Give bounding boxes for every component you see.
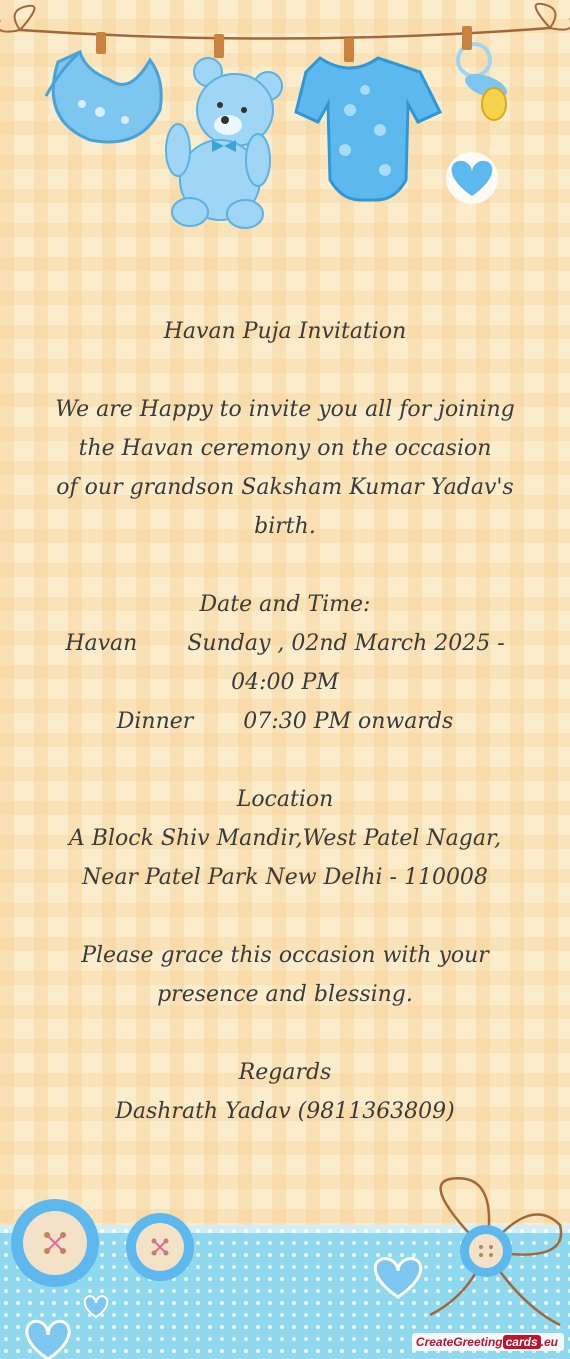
invitation-title: Havan Puja Invitation bbox=[163, 319, 407, 344]
havan-row bbox=[20, 624, 550, 663]
clothesline-illustration bbox=[0, 0, 570, 250]
watermark-suffix: .eu bbox=[540, 1335, 558, 1349]
intro-line-1: We are Happy to invite you all for joining bbox=[55, 397, 515, 422]
watermark-logo bbox=[412, 1333, 564, 1351]
closing-line-2: presence and blessing. bbox=[157, 982, 413, 1007]
closing-line-1: Please grace this occasion with your bbox=[81, 943, 489, 968]
pacifier-icon bbox=[458, 44, 510, 120]
bib-icon bbox=[46, 52, 161, 142]
dinner-row bbox=[20, 702, 550, 741]
teddy-bear-icon bbox=[166, 58, 282, 228]
clothespin-icon-3 bbox=[344, 38, 354, 62]
bodysuit-icon bbox=[296, 58, 440, 200]
intro-line-4: birth. bbox=[254, 514, 316, 539]
havan-time: Sunday , 02nd March 2025 - bbox=[187, 631, 505, 656]
signature: Dashrath Yadav (9811363809) bbox=[115, 1099, 455, 1124]
watermark-prefix: CreateGreeting bbox=[415, 1335, 503, 1349]
clothespin-icon-4 bbox=[462, 26, 472, 50]
clothespin-icon-2 bbox=[214, 34, 224, 58]
dinner-time: 07:30 PM onwards bbox=[243, 709, 454, 734]
clothespin-icon bbox=[96, 32, 106, 54]
dinner-label: Dinner bbox=[116, 709, 194, 734]
watermark-word: cards bbox=[503, 1335, 541, 1349]
intro-line-2: the Havan ceremony on the occasion bbox=[78, 436, 492, 461]
address-line-1: A Block Shiv Mandir,West Patel Nagar, bbox=[68, 826, 502, 851]
havan-time-continued: 04:00 PM bbox=[231, 670, 339, 695]
date-heading: Date and Time: bbox=[199, 592, 371, 617]
invitation-text bbox=[20, 312, 550, 1131]
location-heading: Location bbox=[236, 787, 334, 812]
button-icon-large bbox=[11, 1199, 99, 1287]
regards-label: Regards bbox=[238, 1060, 332, 1085]
bottom-border-illustration bbox=[0, 1165, 570, 1359]
intro-line-3: of our grandson Saksham Kumar Yadav's bbox=[56, 475, 514, 500]
heart-icon bbox=[446, 152, 498, 204]
address-line-2: Near Patel Park New Delhi - 110008 bbox=[82, 865, 488, 890]
button-icon-medium bbox=[126, 1213, 194, 1281]
havan-label: Havan bbox=[65, 631, 138, 656]
clothesline-rope bbox=[0, 4, 570, 39]
